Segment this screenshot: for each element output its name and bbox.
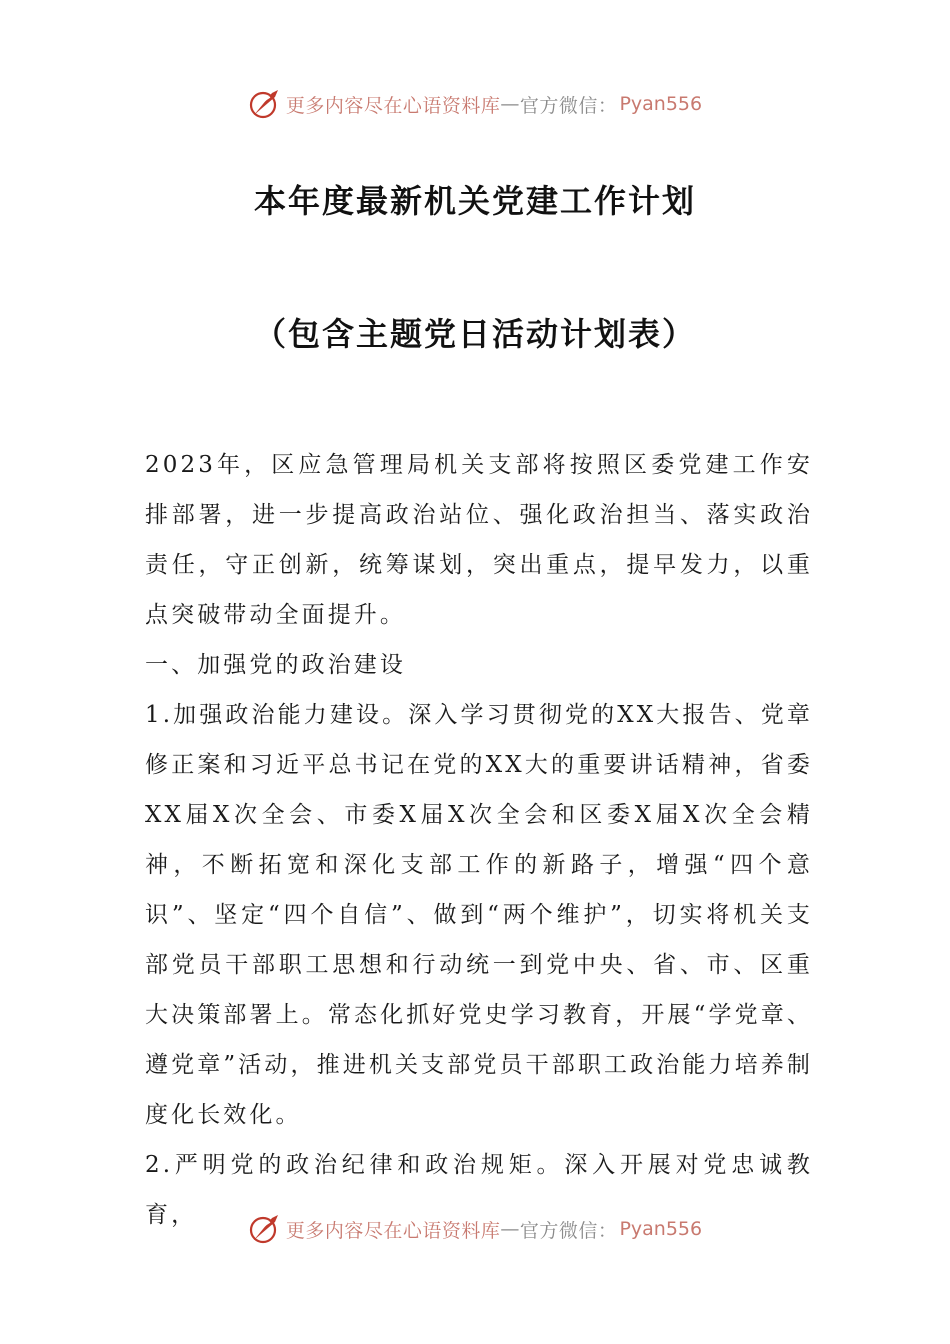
banner-label: 官方微信： bbox=[519, 1219, 618, 1242]
paragraph-item-1: 1.加强政治能力建设。深入学习贯彻党的XX大报告、党章修正案和习近平总书记在党的XX大的重要讲话精神，省委XX届X次全会、市委X届X次全会和区委X届X次全会精神，不断拓宽和深化支部工作的新路子，增强“四个意识”、坚定“四个自信”、做到“两个维护”，切实将机关支部党员干部职工思想和行动统一到党中央、省、市、区重大决策部署上。常态化抓好党史学习教育，开展“学党章、遵党章”活动，推进机关支部党员干部职工政治能力培养制度化长效化。 bbox=[145, 702, 813, 1128]
header-banner bbox=[0, 84, 950, 124]
paragraph-intro: 2023年，区应急管理局机关支部将按照区委党建工作安排部署，进一步提高政治站位、强化政治担当、落实政治责任，守正创新，统筹谋划，突出重点，提早发力，以重点突破带动全面提升。 bbox=[145, 452, 813, 628]
banner-brand: 更多内容尽在心语资料库 bbox=[285, 94, 501, 117]
banner-brand: 更多内容尽在心语资料库 bbox=[285, 1219, 501, 1242]
banner-handle: Pyan556 bbox=[619, 93, 703, 115]
quill-logo-icon bbox=[248, 87, 282, 121]
footer-banner bbox=[0, 1209, 950, 1249]
banner-dash: — bbox=[500, 1218, 520, 1240]
document-body bbox=[145, 440, 813, 1240]
banner-label: 官方微信： bbox=[519, 94, 618, 117]
banner-dash: — bbox=[500, 93, 520, 115]
section-heading: 一、加强党的政治建设 bbox=[145, 652, 406, 678]
banner-handle: Pyan556 bbox=[619, 1218, 703, 1240]
quill-logo-icon bbox=[248, 1212, 282, 1246]
document-subtitle: （包含主题党日活动计划表） bbox=[253, 315, 696, 353]
document-title: 本年度最新机关党建工作计划 bbox=[253, 182, 696, 220]
paragraph-item-2: 2.严明党的政治纪律和政治规矩。深入开展对党忠诚教育， bbox=[145, 1152, 813, 1228]
